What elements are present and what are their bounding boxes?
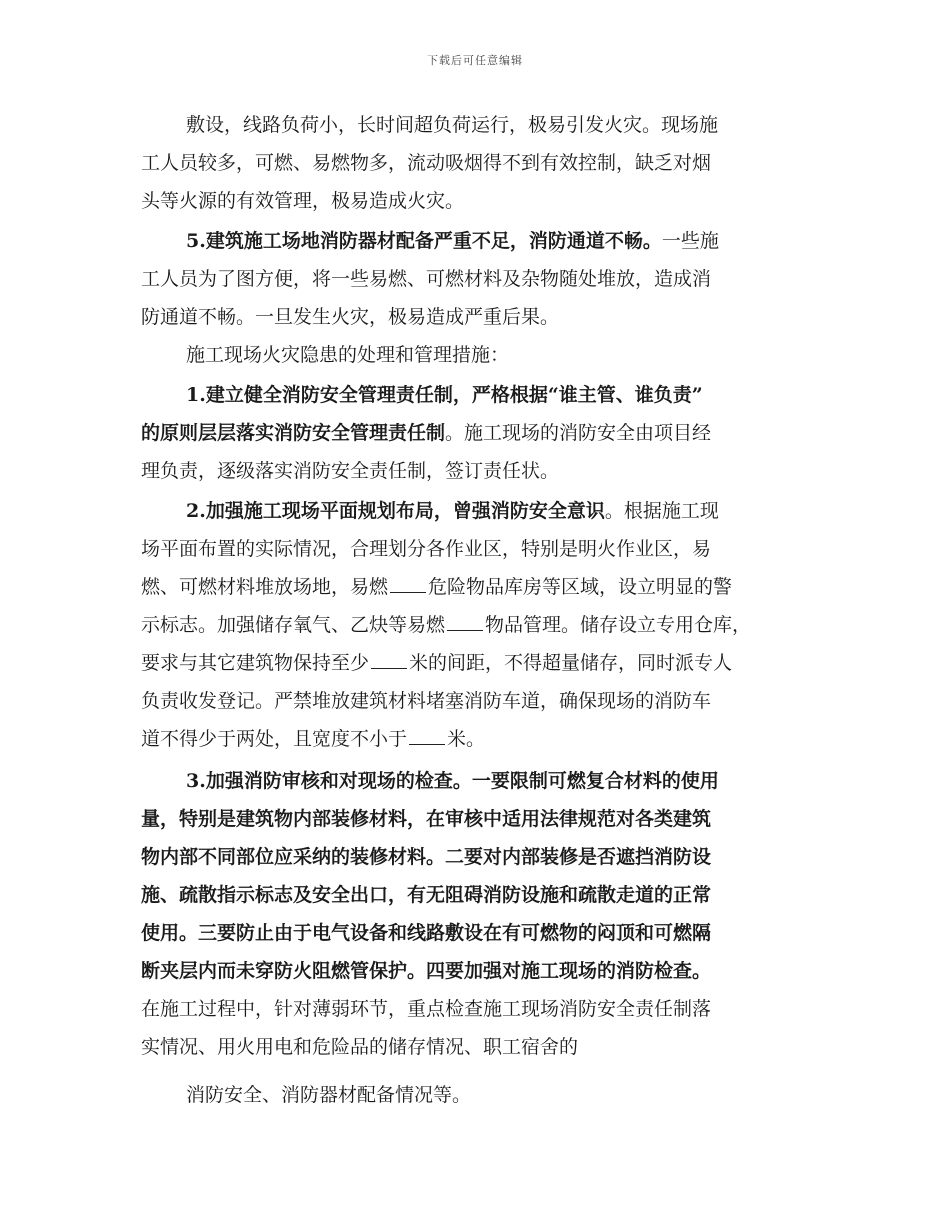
bold-text-segment: 施、疏散指示标志及安全出口，有无阻碍消防设施和疏散走道的正常 — [141, 884, 712, 906]
text-segment: 敷设，线路负荷小，长时间超负荷运行，极易引发火灾。现场施 — [186, 114, 719, 136]
text-line — [141, 260, 813, 298]
text-line — [141, 452, 813, 490]
text-line — [141, 644, 813, 682]
text-segment: 消防安全、消防器材配备情况等。 — [186, 1084, 472, 1106]
text-line — [141, 914, 813, 952]
text-segment: 。根据施工现 — [604, 500, 719, 522]
text-line — [141, 1028, 813, 1066]
fill-in-blank — [447, 608, 483, 631]
text-line — [141, 568, 813, 606]
bold-text-segment: 物内部不同部位应采纳的装修材料。二要对内部装修是否遮挡消防设 — [141, 846, 712, 868]
text-line — [141, 876, 813, 914]
page-header: 下载后可任意编辑 — [427, 54, 523, 67]
bold-text-segment: 2.加强施工现场平面规划布局，曾强消防安全意识 — [186, 500, 605, 522]
text-line — [141, 298, 813, 336]
document-body — [141, 106, 813, 1114]
text-segment: 危险物品库房等区域，设立明显的警 — [428, 576, 733, 598]
text-line — [141, 682, 813, 720]
bold-text-segment: 断夹层内而未穿防火阻燃管保护。四要加强对施工现场的消防检查。 — [141, 960, 712, 982]
text-segment: 在施工过程中，针对薄弱环节，重点检查施工现场消防安全责任制落 — [141, 998, 712, 1020]
text-segment: 实情况、用火用电和危险品的储存情况、职工宿舍的 — [141, 1036, 579, 1058]
text-line — [141, 720, 813, 758]
text-line — [141, 222, 813, 260]
bold-text-segment: 3.加强消防审核和对现场的检查。一要限制可燃复合材料的使用 — [186, 770, 719, 792]
text-line — [141, 952, 813, 990]
text-line — [141, 376, 813, 414]
text-segment: 米。 — [447, 728, 486, 750]
text-segment: 。施工现场的消防安全由项目经 — [445, 422, 712, 444]
text-segment: 防通道不畅。一旦发生火灾，极易造成严重后果。 — [141, 306, 560, 328]
bold-text-segment: 量，特别是建筑物内部装修材料，在审核中适用法律规范对各类建筑 — [141, 808, 712, 830]
text-line — [141, 336, 813, 374]
text-segment: 工人员较多，可燃、易燃物多，流动吸烟得不到有效控制，缺乏对烟 — [141, 152, 712, 174]
text-line — [141, 990, 813, 1028]
bold-text-segment: 的原则层层落实消防安全管理责任制 — [141, 422, 446, 444]
text-segment: 示标志。加强储存氧气、乙炔等易燃 — [141, 614, 446, 636]
text-segment: 要求与其它建筑物保持至少 — [141, 652, 370, 674]
text-segment: 物品管理。储存设立专用仓库， — [485, 614, 752, 636]
bold-text-segment: 5.建筑施工场地消防器材配备严重不足，消防通道不畅。 — [186, 230, 662, 252]
text-segment: 头等火源的有效管理，极易造成火灾。 — [141, 190, 465, 212]
text-line — [141, 414, 813, 452]
fill-in-blank — [390, 570, 426, 593]
text-segment: 道不得少于两处，且宽度不小于 — [141, 728, 408, 750]
bold-text-segment: 1.建立健全消防安全管理责任制，严格根据“谁主管、谁负责” — [186, 384, 703, 406]
text-line — [141, 530, 813, 568]
text-segment: 工人员为了图方便，将一些易燃、可燃材料及杂物随处堆放，造成消 — [141, 268, 712, 290]
text-segment: 燃、可燃材料堆放场地，易燃 — [141, 576, 389, 598]
fill-in-blank — [409, 722, 445, 745]
text-line — [141, 800, 813, 838]
text-segment: 一些施 — [661, 230, 719, 252]
text-segment: 场平面布置的实际情况，合理划分各作业区，特别是明火作业区，易 — [141, 538, 712, 560]
text-line — [141, 144, 813, 182]
bold-text-segment: 使用。三要防止由于电气设备和线路敷设在有可燃物的闷顶和可燃隔 — [141, 922, 712, 944]
text-line — [141, 762, 813, 800]
text-line — [141, 492, 813, 530]
text-line — [141, 182, 813, 220]
text-segment: 施工现场火灾隐患的处理和管理措施： — [186, 344, 510, 366]
fill-in-blank — [371, 646, 407, 669]
text-line — [141, 838, 813, 876]
text-segment: 米的间距，不得超量储存，同时派专人 — [409, 652, 733, 674]
text-segment: 负责收发登记。严禁堆放建筑材料堵塞消防车道，确保现场的消防车 — [141, 690, 712, 712]
text-line — [141, 1076, 813, 1114]
text-segment: 理负责，逐级落实消防安全责任制，签订责任状。 — [141, 460, 560, 482]
text-line — [141, 606, 813, 644]
text-line — [141, 106, 813, 144]
